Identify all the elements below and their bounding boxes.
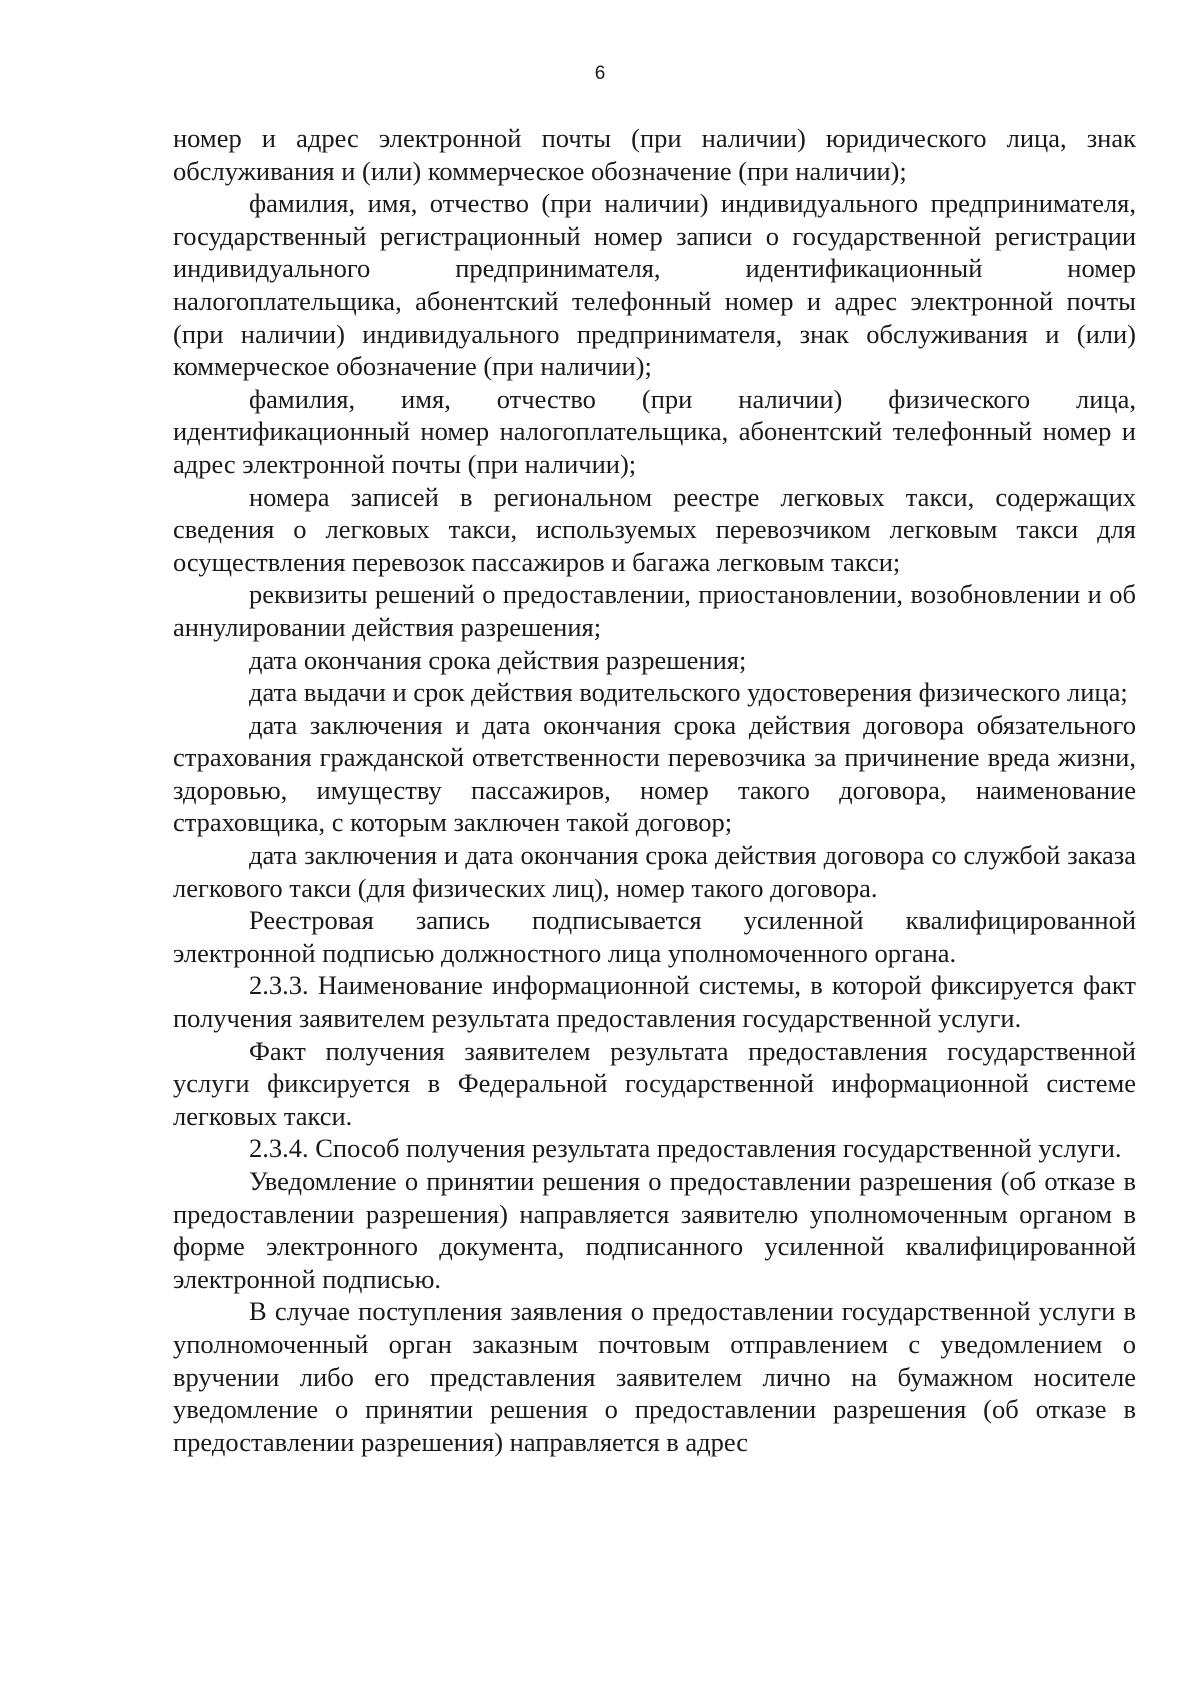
section-heading-2-3-4: 2.3.4. Способ получения результата предоставления государственной услуги. [249, 1133, 1122, 1164]
paragraph-individual-entrepreneur: фамилия, имя, отчество (при наличии) индивидуального предпринимателя, государственный регистрационный номер записи о государственной регистрации индивидуального предпринимателя, идентификационный номер налогоплательщика, абонентский телефонный номер и адрес электронной почты (при наличии) индивидуального предпринимателя, знак обслуживания и (или) коммерческое обозначение (при наличии); [173, 188, 1136, 382]
paragraph-notification-paper: В случае поступления заявления о предоставлении государственной услуги в уполномоченный орган заказным почтовым отправлением с уведомлением о вручении либо его представления заявителем лично на бумажном носителе уведомление о принятии решения о предоставлении разрешения (об отказе в предоставлении разрешения) направляется в адрес [173, 1296, 1136, 1457]
paragraph-notification-electronic: Уведомление о принятии решения о предоставлении разрешения (об отказе в предоставлении разрешения) направляется заявителю уполномоченным органом в форме электронного документа, подписанного усиленной квалифицированной электронной подписью. [173, 1166, 1136, 1294]
paragraph-insurance-contract: дата заключения и дата окончания срока действия договора обязательного страхования гражданской ответственности перевозчика за причинение вреда жизни, здоровью, имуществу пассажиров, номер такого договора, наименование страховщика, с которым заключен такой договор; [173, 709, 1136, 838]
paragraph-taxi-service-contract: дата заключения и дата окончания срока действия договора со службой заказа легкового такси (для физических лиц), номер такого договора. [173, 840, 1136, 903]
paragraph-result-recording: Факт получения заявителем результата предоставления государственной услуги фиксируется в Федеральной государственной информационной системе легковых такси. [173, 1035, 1136, 1131]
paragraph-registry-numbers: номера записей в региональном реестре легковых такси, содержащих сведения о легковых такси, используемых перевозчиком легковым такси для осуществления перевозок пассажиров и багажа легковым такси; [173, 481, 1136, 577]
document-body [173, 122, 1136, 1458]
paragraph-contact-legal-entity: номер и адрес электронной почты (при наличии) юридического лица, знак обслуживания и (или) коммерческое обозначение (при наличии); [173, 123, 1136, 186]
paragraph-decision-details: реквизиты решений о предоставлении, приостановлении, возобновлении и об аннулировании действия разрешения; [173, 579, 1136, 642]
paragraph-driver-license: дата выдачи и срок действия водительского удостоверения физического лица; [249, 677, 1128, 708]
section-heading-2-3-3: 2.3.3. Наименование информационной системы, в которой фиксируется факт получения заявителем результата предоставления государственной услуги. [173, 970, 1136, 1034]
page-number: 6 [594, 63, 606, 84]
paragraph-permit-expiry: дата окончания срока действия разрешения; [249, 644, 747, 675]
paragraph-individual-person: фамилия, имя, отчество (при наличии) физического лица, идентификационный номер налогоплательщика, абонентский телефонный номер и адрес электронной почты (при наличии); [173, 383, 1136, 479]
paragraph-registry-signature: Реестровая запись подписывается усиленной квалифицированной электронной подписью должностного лица уполномоченного органа. [173, 905, 1136, 968]
